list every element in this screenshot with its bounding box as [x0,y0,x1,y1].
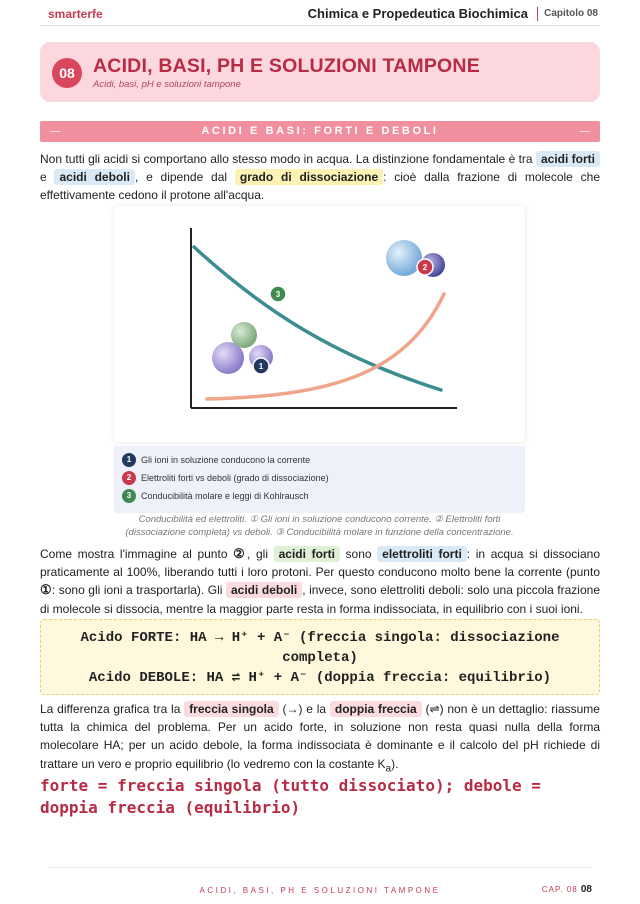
chapter-subtitle: Acidi, basi, pH e soluzioni tampone [93,79,241,90]
legend-item [122,471,329,486]
marker-3-label: 3 [275,290,281,299]
equation-strong-continued: completa) [282,650,358,666]
text-run: , gli [247,547,274,561]
legend-text: Conducibilità molare e leggi di Kohlrausch [141,491,309,501]
term-elettroliti-forti: elettroliti forti [377,546,467,562]
legend-text: Gli ioni in soluzione conducono la corrente [141,455,311,465]
text-run: : cioè dalla frazione di molecole che effettivamente cedono il protone all'acqua. [40,170,601,203]
figure-illustration [114,206,525,442]
equation-weak: Acido DEBOLE: HA ⇌ H⁺ + A⁻ (doppia freccia: equilibrio) [88,670,552,686]
text-run: ). [391,756,399,771]
text-run: (→) e la [278,702,330,716]
conductivity-figure [114,206,525,513]
figure-drawing [114,206,525,442]
equation-strong: Acido FORTE: HA → H⁺ + A⁻ (freccia singola: dissociazione [80,630,560,646]
section-title: ACIDI E BASI: FORTI E DEBOLI [201,125,439,137]
point-ref-2: ② [233,546,248,561]
legend-item [122,453,310,468]
arrows-paragraph [40,700,600,778]
point-ref-1: ① [40,582,52,598]
chapter-hero [40,42,600,102]
term-doppia-freccia: doppia freccia [330,701,422,717]
marker-1-label: 1 [258,362,264,371]
legend-text: Elettroliti forti vs deboli (grado di dissociazione) [141,473,329,483]
figure-legend [114,446,525,513]
legend-item [122,489,309,504]
footer-chapter: CAP. 08 [541,885,578,894]
term-acidi-forti: acidi forti [536,151,600,167]
text-run: Come mostra l'immagine al punto [40,547,234,561]
text-run: e [40,170,55,185]
subscript-a: a [385,763,392,774]
term-acidi-forti: acidi forti [274,546,340,562]
footer-title: ACIDI, BASI, PH E SOLUZIONI TAMPONE [199,886,441,895]
strong-weak-paragraph [40,545,600,618]
term-grado-dissociazione: grado di dissociazione [235,169,383,185]
legend-badge: 3 [122,489,136,503]
book-title: Chimica e Propedeutica Biochimica [307,6,528,21]
footer-page-label [542,884,592,895]
footer-divider [48,867,592,868]
text-run: , e dipende dal [134,170,235,185]
chapter-number-badge: 08 [52,58,82,88]
header-divider [537,7,538,21]
text-run: : sono gli ioni a trasportarla). Gli [51,583,226,598]
equations-box [40,619,600,695]
marker-2-label: 2 [422,263,428,272]
figure-caption: Conducibilità ed elettroliti. ① Gli ioni in soluzione conducono corrente. ② Elettroliti forti (dissociazione completa) vs deboli. ③ Conducibilità molare in funzione della concentrazione. [125,514,514,538]
term-freccia-singola: freccia singola [184,701,279,717]
brand-name: smarterfe [48,7,103,21]
page-header [40,4,600,26]
section-header [40,121,600,142]
key-takeaway: forte = freccia singola (tutto dissociato); debole = doppia freccia (equilibrio) [40,776,541,817]
ion-cluster-2 [386,240,445,277]
text-run: (⇌) non è un dettaglio: riassume tutta la chimica del problema. Per un acido forte, in soluzione non resta quasi nulla della forma molecolare HA; per un acido debole, la forma indissociata è dominante e il calcolo del pH richiede di trattare un vero e proprio equilibrio (lo vedremo con la costante K [40,702,600,771]
chapter-label: Capitolo 08 [544,8,598,19]
chapter-title: ACIDI, BASI, PH E SOLUZIONI TAMPONE [93,55,480,77]
page-number: 08 [580,884,592,895]
text-run: sono [339,547,378,561]
legend-badge: 2 [122,471,136,485]
section-dash-right [580,131,590,132]
term-acidi-deboli: acidi deboli [54,169,134,185]
text-run: , invece, sono elettroliti deboli: solo una piccola frazione di molecole si dissocia, mentre la maggior parte resta in forma indissociata, in equilibrio con i suoi ioni. [40,583,600,616]
text-run: La differenza grafica tra la [40,702,185,716]
text-run: : in acqua si dissociano praticamente al 100%, liberando tutti i loro protoni. Per questo conducono molto bene la corrente (punto [40,547,600,580]
ion-cluster-1 [212,322,273,374]
term-acidi-deboli: acidi deboli [226,582,302,598]
intro-paragraph [40,150,600,205]
text-run: Non tutti gli acidi si comportano allo stesso modo in acqua. La distinzione fondamentale è tra [40,152,536,166]
legend-badge: 1 [122,453,136,467]
